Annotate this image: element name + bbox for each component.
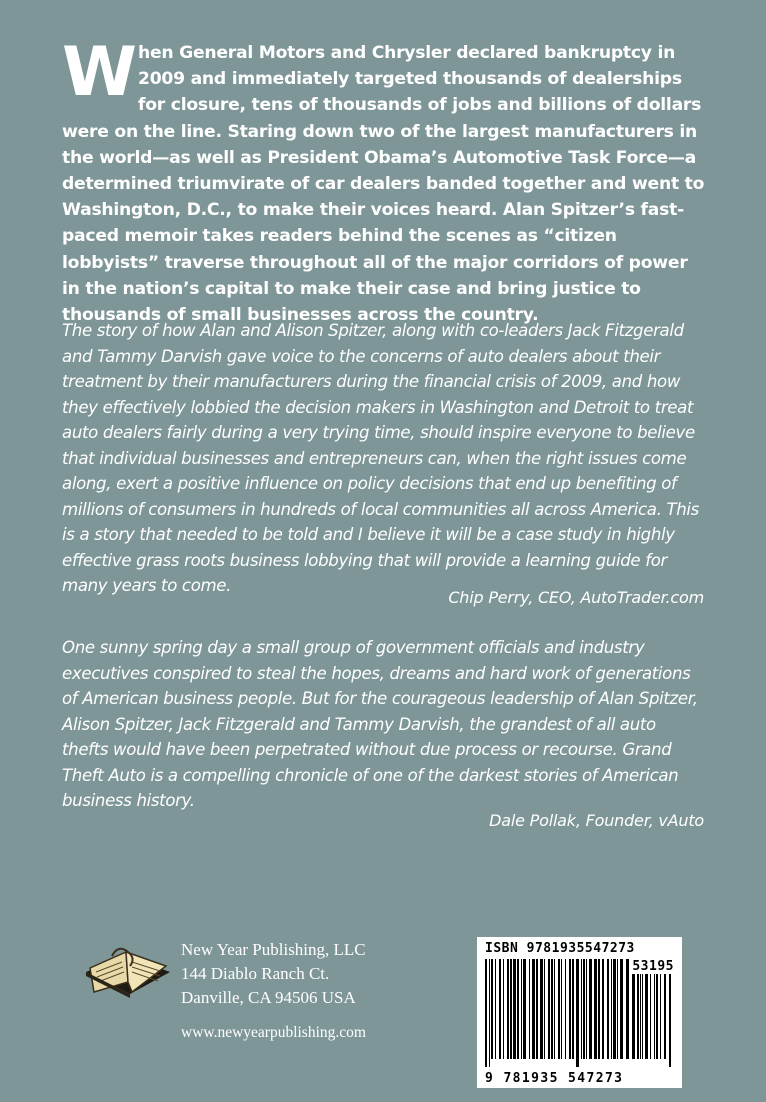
barcode-bar: [620, 959, 623, 1059]
endorsement-quote: One sunny spring day a small group of government officials and industry executives conspired to steal the hopes, dreams and hard work of generations of American business people. But for the courageous leadership of Alan Spitzer, Alison Spitzer, Jack Fitzgerald and Tammy Darvish, the grandest of all auto thefts would have been perpetrated without due process or recourse. Grand Theft Auto is a compelling chronicle of one of the darkest stories of American business history.: [62, 638, 698, 810]
barcode-bar: [495, 959, 496, 1059]
barcode-bar: [660, 959, 661, 1059]
barcode-bar: [565, 959, 566, 1059]
barcode-bar: [491, 959, 493, 1059]
barcode-bar: [576, 959, 579, 1067]
barcode-bar: [510, 959, 512, 1059]
barcode-bar: [589, 959, 592, 1059]
barcode-bar: [551, 959, 553, 1059]
barcode-bar: [489, 959, 490, 1067]
book-description: [62, 33, 706, 328]
barcode-bar: [611, 959, 612, 1059]
barcode-bars: [485, 959, 674, 1067]
barcode-bar: [632, 959, 635, 1059]
barcode-bar: [613, 959, 616, 1059]
barcode-bar: [626, 959, 629, 1059]
drop-cap: W: [62, 33, 136, 112]
barcode-bar: [594, 959, 597, 1059]
barcode-bar: [521, 959, 522, 1059]
barcode-bar: [554, 959, 555, 1059]
barcode-bar: [642, 959, 643, 1059]
barcode-bar: [517, 959, 519, 1059]
isbn-label: ISBN 9781935547273: [485, 941, 635, 956]
barcode-bar: [540, 959, 543, 1059]
barcode-bar: [602, 959, 604, 1059]
endorsement-attribution: Chip Perry, CEO, AutoTrader.com: [448, 588, 704, 607]
barcode-bar: [654, 959, 655, 1059]
barcode-bar: [637, 959, 639, 1059]
isbn-digits: 9 781935 547273: [485, 1071, 624, 1086]
price-code: 53195: [629, 959, 674, 974]
open-book-icon: [82, 942, 174, 1004]
barcode-bar: [536, 959, 538, 1059]
book-title: Grand Theft Auto: [62, 740, 672, 785]
barcode-bar: [548, 959, 550, 1059]
barcode-bar: [503, 959, 504, 1059]
barcode-bar: [581, 959, 582, 1059]
barcode-bar: [507, 959, 509, 1059]
barcode-bar: [485, 959, 487, 1067]
publisher-website: www.newyearpublishing.com: [181, 1024, 366, 1041]
publisher-name: New Year Publishing, LLC: [181, 940, 366, 959]
barcode-bar: [640, 959, 641, 1059]
publisher-address-line2: Danville, CA 94506 USA: [181, 988, 356, 1007]
barcode-bar: [544, 959, 545, 1059]
publisher-address-line1: 144 Diablo Ranch Ct.: [181, 964, 330, 983]
barcode-bar: [586, 959, 587, 1059]
barcode-bar: [645, 959, 648, 1059]
isbn-barcode: [477, 937, 682, 1088]
barcode-bar: [513, 959, 516, 1059]
barcode-bar: [558, 959, 560, 1059]
barcode-bar: [664, 959, 666, 1059]
barcode-bar: [532, 959, 535, 1059]
barcode-bar: [598, 959, 600, 1059]
barcode-bar: [650, 959, 651, 1059]
barcode-bar: [583, 959, 585, 1059]
endorsement-quote: The story of how Alan and Alison Spitzer, along with co-leaders Jack Fitzgerald and Tammy Darvish gave voice to the concerns of auto dealers about their treatment by their manufacturers during the financial crisis of 2009, and how they effectively lobbied the decision makers in Washington and Detroit to treat auto dealers fairly during a very trying time, should inspire everyone to believe that individual businesses and entrepreneurs can, when the right issues come along, exert a positive influence on policy decisions that end up benefiting of millions of consumers in hundreds of local communities all across America. This is a story that needed to be told and I believe it will be a case study in highly effective grass roots business lobbying that will provide a learning guide for many years to come.: [62, 321, 699, 595]
barcode-bar: [529, 959, 530, 1059]
barcode-bar: [617, 959, 618, 1059]
barcode-bar: [569, 959, 571, 1059]
barcode-bar: [572, 959, 574, 1059]
publisher-info: [181, 938, 366, 1010]
barcode-bar: [561, 959, 562, 1059]
barcode-bar: [499, 959, 501, 1059]
barcode-bar: [607, 959, 609, 1059]
barcode-bar: [523, 959, 526, 1059]
barcode-bar: [656, 959, 658, 1059]
description-text: hen General Motors and Chrysler declared bankruptcy in 2009 and immediately targeted thousands of dealerships for closure, tens of thousands of jobs and billions of dollars were on the line. Staring down two of the largest manufacturers in the world—as well as President Obama’s Automotive Task Force—a determined triumvirate of car dealers banded together and went to Washington, D.C., to make their voices heard. Alan Spitzer’s fast-paced memoir takes readers behind the scenes as “citizen lobbyists” traverse throughout all of the major corridors of power in the nation’s capital to make their case and bring justice to thousands of small businesses across the country.: [62, 43, 705, 326]
endorsement-attribution: Dale Pollak, Founder, vAuto: [489, 811, 704, 830]
barcode-bar: [669, 959, 671, 1067]
